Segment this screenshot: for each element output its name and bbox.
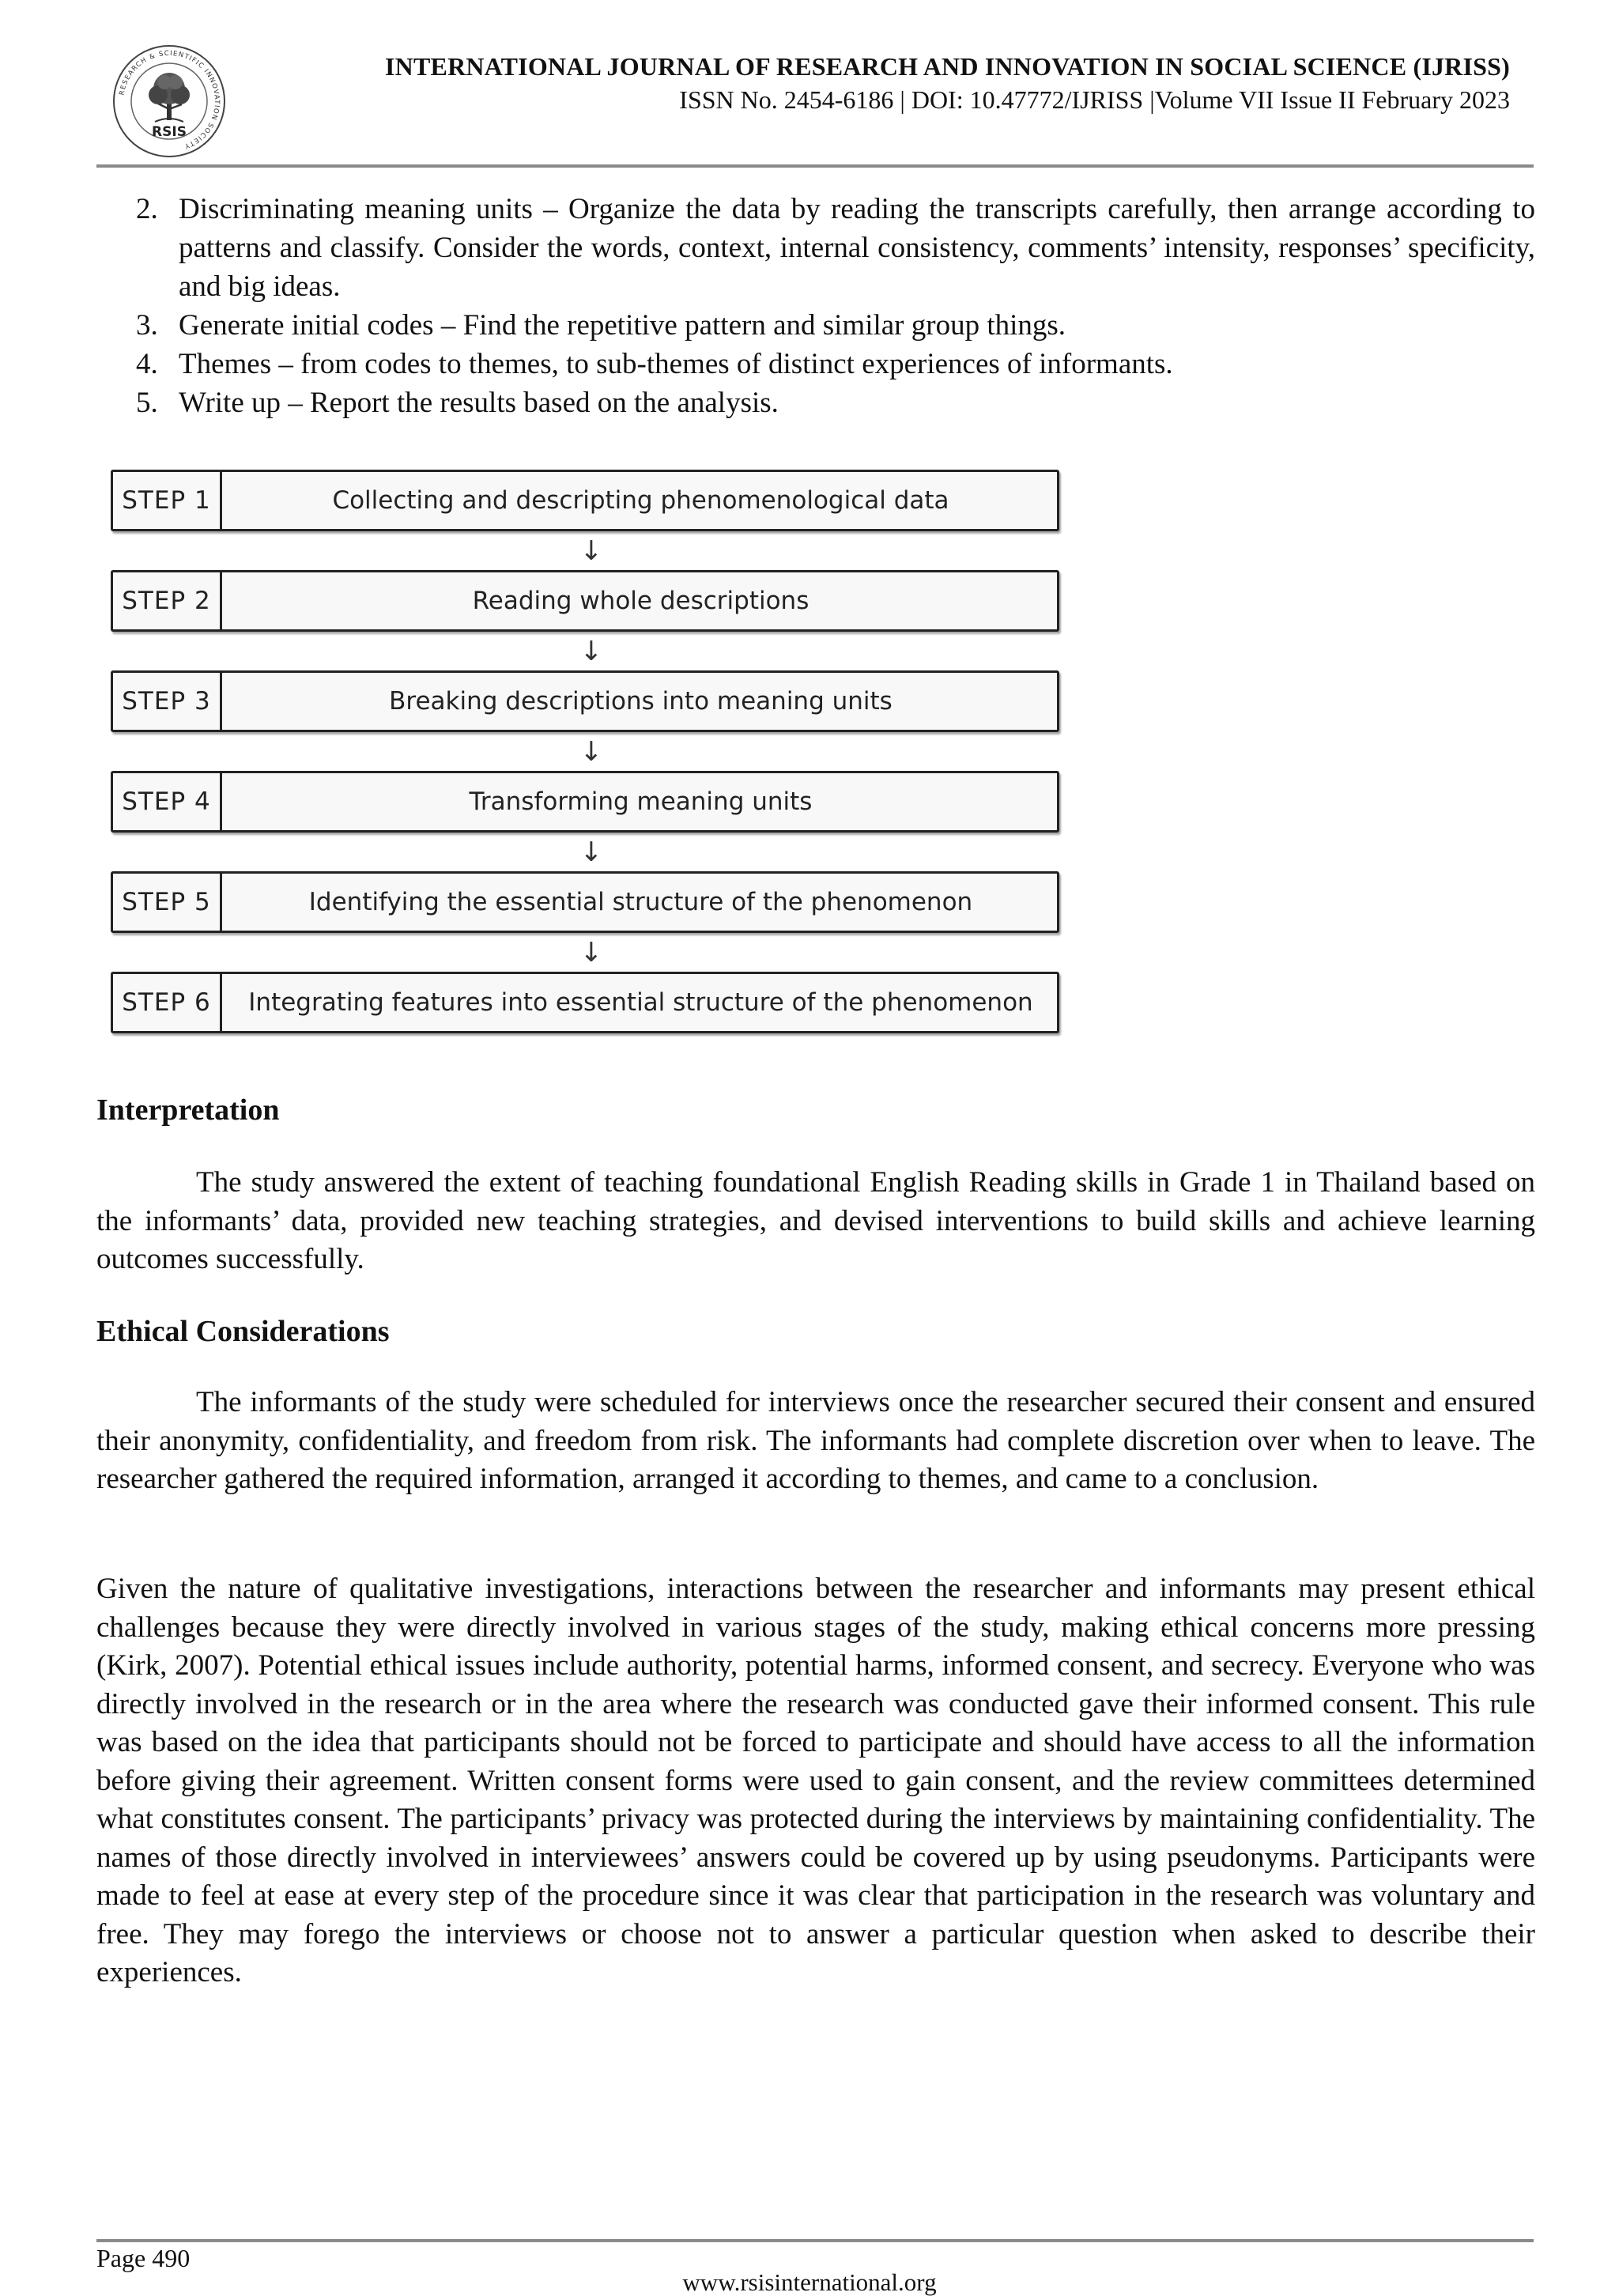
step-label: STEP 2 (113, 572, 222, 629)
ethical-paragraph-1: The informants of the study were scheduled for interviews once the researcher secured their consent and ensured their anonymity, confidentiality, and freedom from risk. The informants had complete discretion over when to leave. The researcher gathered the required information, arranged it according to themes, and came to a conclusion. (96, 1386, 1535, 1495)
analysis-steps-list (126, 190, 1535, 422)
step-box (111, 771, 1059, 833)
list-item (126, 306, 1535, 345)
footer-url: www.rsisinternational.org (682, 2268, 937, 2296)
rsis-logo (111, 43, 228, 160)
logo-text: RSIS (152, 124, 187, 140)
list-item-text: Themes – from codes to themes, to sub-themes of distinct experiences of informants. (179, 348, 1173, 380)
list-item-number: 5. (136, 387, 158, 419)
page-header (111, 43, 1534, 161)
list-item (126, 383, 1535, 422)
step-row-3 (111, 670, 1059, 732)
list-item-text: Discriminating meaning units – Organize the data by reading the transcripts carefully, then arrange according to patterns and classify. Consider the words, context, internal consistency, comments’ intensity, responses’ specificity, and big ideas. (179, 193, 1535, 303)
list-item-text: Generate initial codes – Find the repetitive pattern and similar group things. (179, 309, 1066, 342)
list-item-text: Write up – Report the results based on the analysis. (179, 387, 779, 419)
step-box (111, 972, 1059, 1033)
section-heading-ethical-considerations: Ethical Considerations (96, 1315, 390, 1348)
down-arrow-icon: ↓ (579, 535, 603, 567)
step-text: Reading whole descriptions (472, 587, 810, 615)
step-text: Identifying the essential structure of the phenomenon (308, 888, 973, 916)
list-item-number: 3. (136, 309, 158, 342)
step-row-1 (111, 470, 1059, 531)
step-label: STEP 3 (113, 673, 222, 730)
down-arrow-icon: ↓ (579, 836, 603, 868)
footer-divider (96, 2239, 1534, 2242)
down-arrow-icon: ↓ (579, 736, 603, 768)
step-text: Collecting and descripting phenomenological data (332, 486, 949, 515)
list-item (126, 345, 1535, 383)
step-row-4 (111, 771, 1059, 833)
list-item-number: 4. (136, 348, 158, 380)
phenomenology-steps-diagram (111, 470, 1067, 1055)
step-label: STEP 4 (113, 773, 222, 830)
journal-title: INTERNATIONAL JOURNAL OF RESEARCH AND INNOVATION IN SOCIAL SCIENCE (IJRISS) (385, 52, 1510, 81)
step-label: STEP 5 (113, 874, 222, 931)
step-box (111, 871, 1059, 933)
step-text: Breaking descriptions into meaning units (389, 687, 893, 716)
step-box (111, 670, 1059, 732)
step-label: STEP 6 (113, 974, 222, 1031)
header-divider (96, 164, 1534, 168)
list-item-number: 2. (136, 193, 158, 225)
step-text: Transforming meaning units (469, 787, 813, 816)
step-text: Integrating features into essential structure of the phenomenon (248, 988, 1033, 1017)
ethical-paragraph-2: Given the nature of qualitative investigations, interactions between the researcher and informants may present ethical challenges because they were directly involved in various stages of the study, making ethical concerns more pressing (Kirk, 2007). Potential ethical issues include authority, potential harms, informed consent, and secrecy. Everyone who was directly involved in the research or in the area where the research was conducted gave their informed consent. This rule was based on the idea that participants should not be forced to participate and should have access to all the information before giving their agreement. Written consent forms were used to gain consent, and the review committees determined what constitutes consent. The participants’ privacy was protected during the interviews by maintaining confidentiality. The names of those directly involved in interviewees’ answers could be covered up by using pseudonyms. Participants were made to feel at ease at every step of the procedure since it was clear that participation in the research was voluntary and free. They may forego the interviews or choose not to answer a particular question when asked to describe their experiences. (96, 1573, 1535, 1988)
down-arrow-icon: ↓ (579, 636, 603, 667)
page-number: Page 490 (96, 2244, 191, 2272)
journal-issn-line: ISSN No. 2454-6186 | DOI: 10.47772/IJRISS |Volume VII Issue II February 2023 (679, 85, 1510, 114)
step-row-5 (111, 871, 1059, 933)
logo-ring-text: RESEARCH & SCIENTIFIC INNOVATION SOCIETY (118, 49, 221, 150)
step-label: STEP 1 (113, 472, 222, 529)
step-box (111, 570, 1059, 632)
step-box (111, 470, 1059, 531)
down-arrow-icon: ↓ (579, 937, 603, 969)
section-heading-interpretation: Interpretation (96, 1093, 280, 1127)
step-row-6 (111, 972, 1059, 1033)
list-item (126, 190, 1535, 306)
interpretation-paragraph: The study answered the extent of teaching foundational English Reading skills in Grade 1 in Thailand based on the informants’ data, provided new teaching strategies, and devised interventions to build skills and achieve learning outcomes successfully. (96, 1166, 1535, 1275)
step-row-2 (111, 570, 1059, 632)
